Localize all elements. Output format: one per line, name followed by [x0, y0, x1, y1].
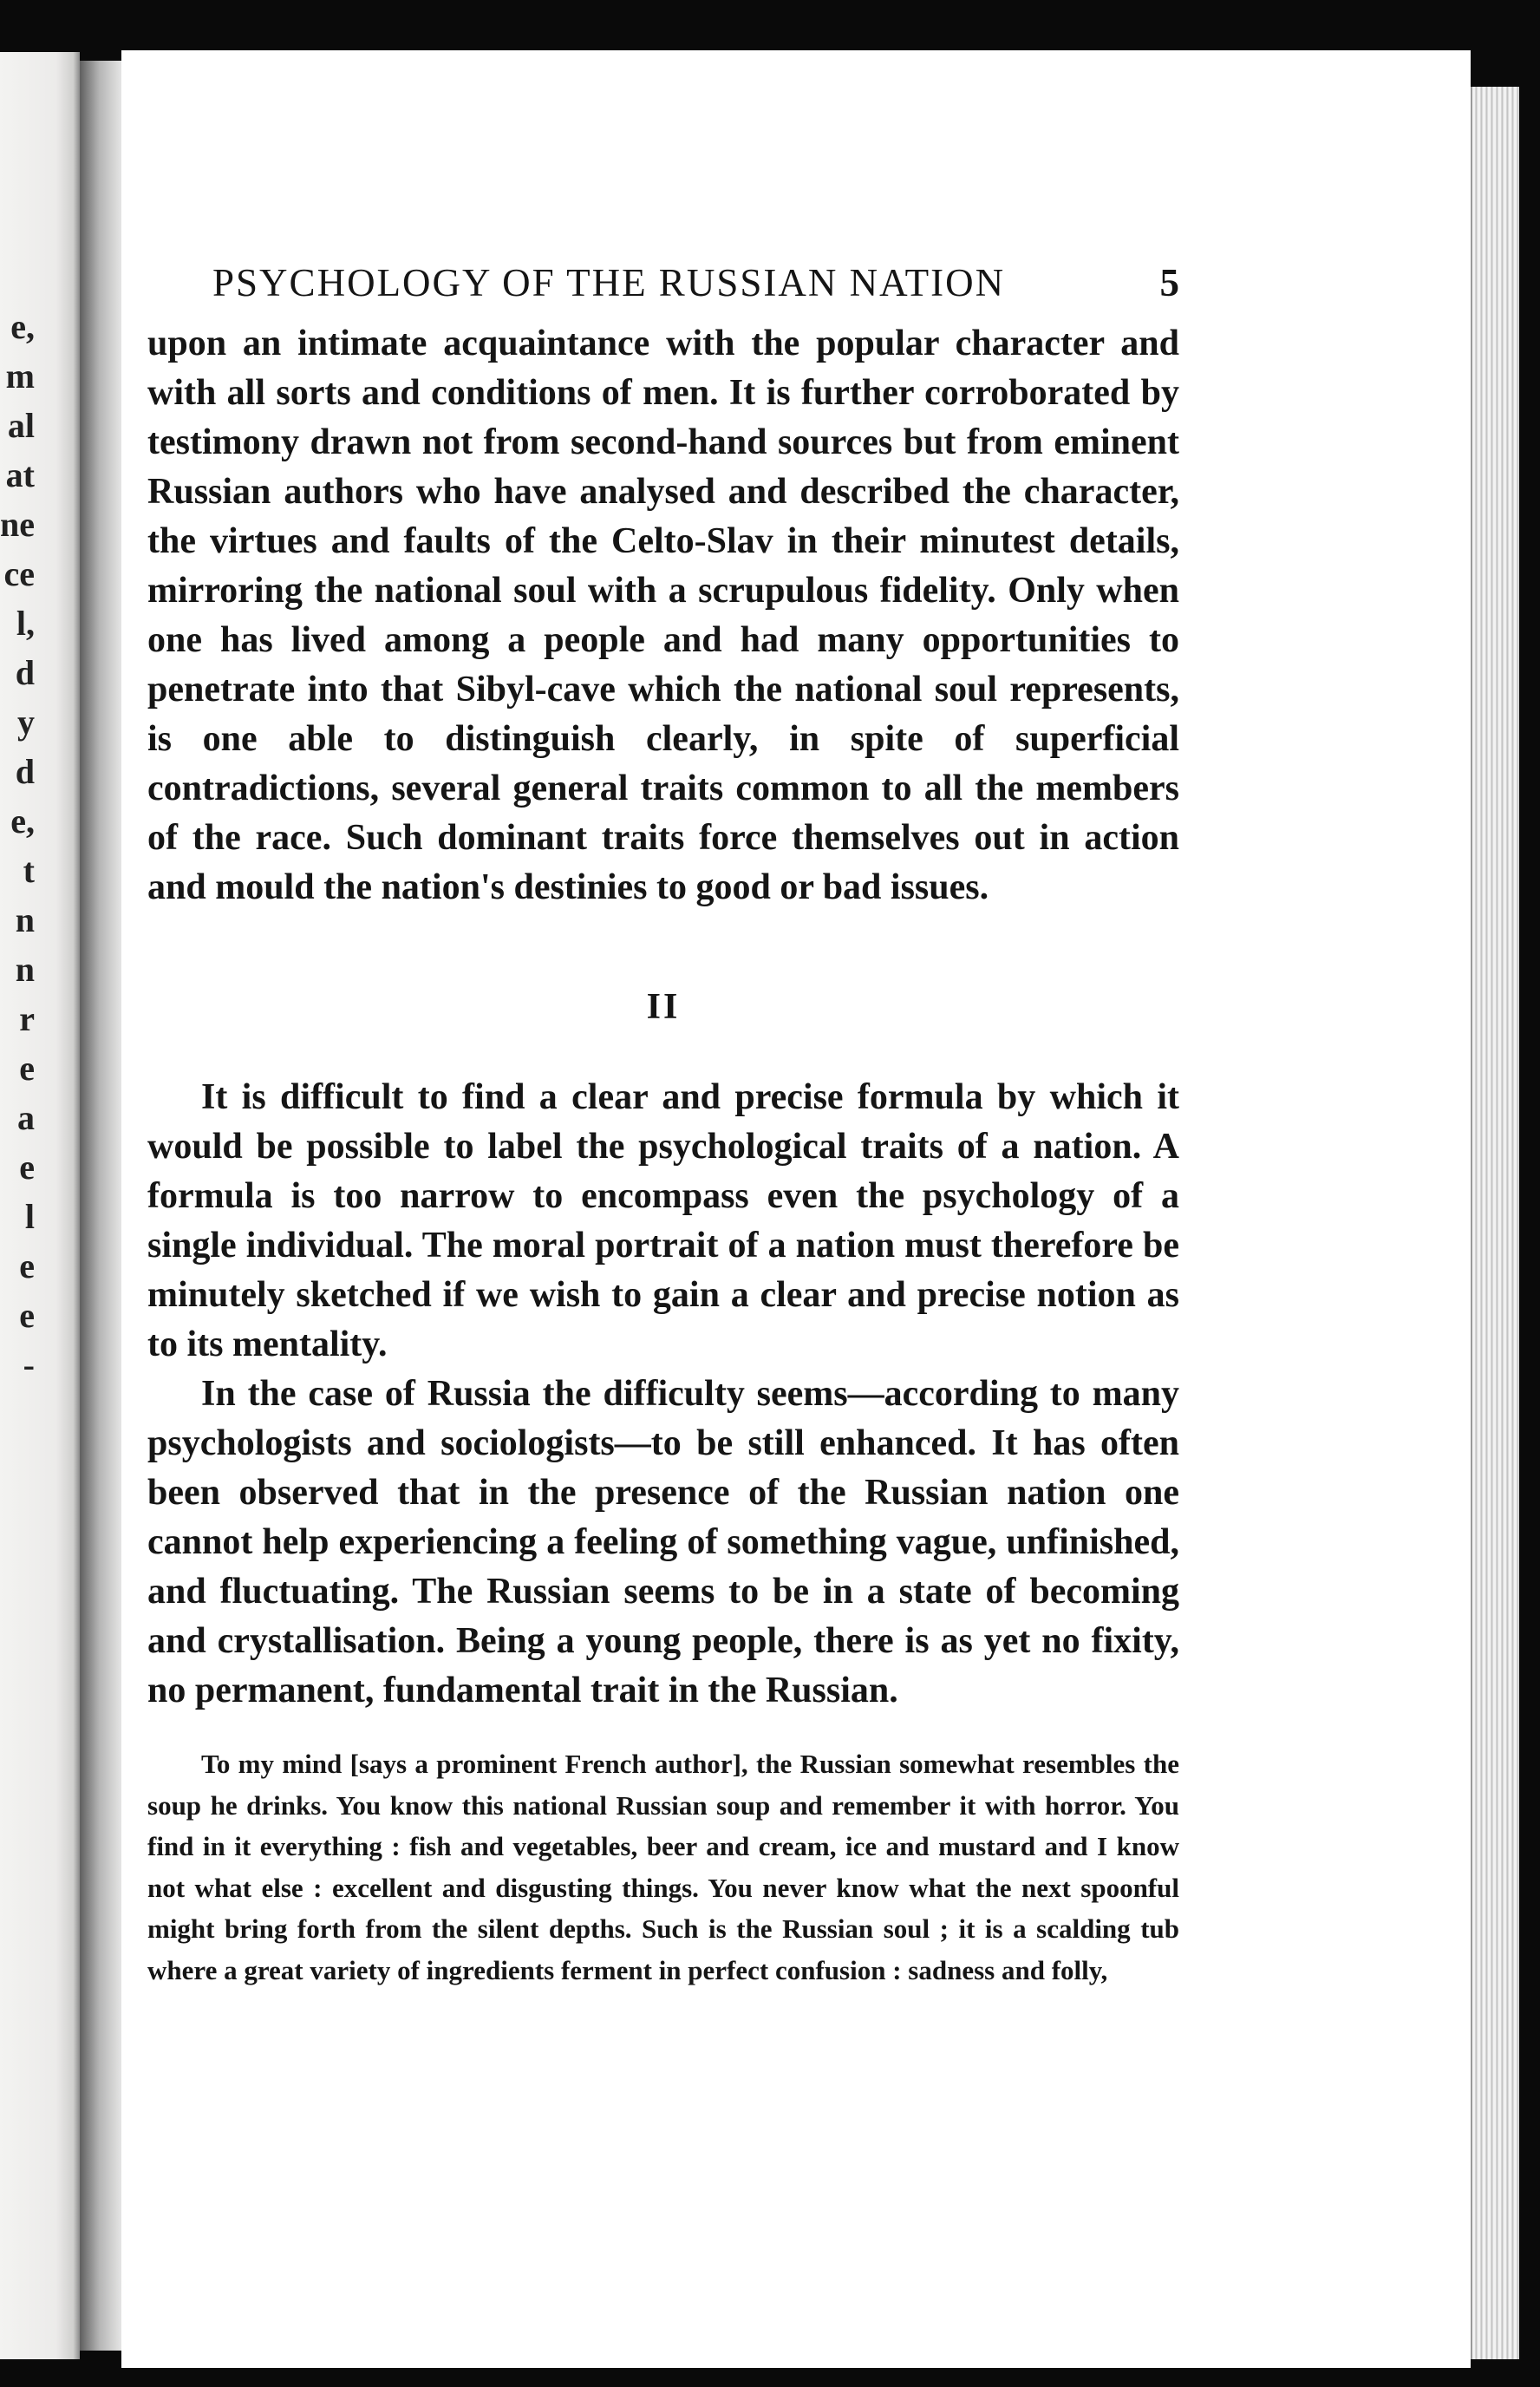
- previous-page-fragment: e: [19, 1049, 35, 1088]
- previous-page-fragment: r: [19, 999, 35, 1038]
- paragraph-3: In the case of Russia the difficulty seems—according to many psychologists and sociologists—to be still enhanced. It has often been observed that in the presence of the Russian nation one cannot help experiencing a feeling of something vague, unfinished, and fluctuating. The Russian seems to be in a state of becoming and crystallisation. Being a young people, there is as yet no fixity, no permanent, fundamental trait in the Russian.: [147, 1374, 1179, 1710]
- page-text: [147, 260, 1179, 1991]
- previous-page-fragment: e,: [10, 307, 35, 346]
- previous-page-fragment: e,: [10, 801, 35, 840]
- paragraph-2: It is difficult to find a clear and precise formula by which it would be possible to label the psychological traits of a nation. A formula is too narrow to encompass even the psychology of a single individual. The moral portrait of a nation must therefore be minutely sketched if we wish to gain a clear and precise notion as to its mentality.: [147, 1077, 1179, 1364]
- previous-page-fragment: ce: [3, 554, 35, 593]
- previous-page-line-ends: [0, 302, 35, 1390]
- paragraph-1: upon an intimate acquaintance with the popular character and with all sorts and conditions of men. It is further corroborated by testimony drawn not from second-hand sources but from eminent Russian authors who have analysed and described the character, the virtues and faults of the Celto-Slav in their minutest details, mirroring the national soul with a scrupulous fidelity. Only when one has lived among a people and had many opportunities to penetrate into that Sibyl-cave which the national soul represents, is one able to distinguish clearly, in spite of superficial contradictions, several general traits common to all the members of the race. Such dominant traits force themselves out in action and mould the nation's destinies to good or bad issues.: [147, 324, 1179, 907]
- previous-page: [0, 52, 80, 2359]
- previous-page-fragment: m: [5, 356, 35, 396]
- page-edges: [1471, 87, 1519, 2359]
- previous-page-fragment: al: [7, 406, 35, 445]
- previous-page-fragment: e: [19, 1246, 35, 1285]
- section-number: II: [646, 987, 681, 1027]
- previous-page-fragment: y: [17, 703, 35, 742]
- previous-page-fragment: -: [23, 1345, 35, 1384]
- book-gutter: [80, 61, 123, 2351]
- previous-page-fragment: n: [15, 900, 35, 939]
- previous-page-fragment: at: [5, 455, 35, 494]
- previous-page-fragment: l: [24, 1197, 35, 1236]
- previous-page-fragment: a: [17, 1098, 35, 1137]
- previous-page-fragment: l,: [16, 604, 35, 643]
- previous-page-fragment: d: [15, 752, 35, 791]
- page-number: 5: [1159, 261, 1179, 304]
- previous-page-fragment: d: [15, 653, 35, 692]
- previous-page-fragment: e: [19, 1148, 35, 1187]
- previous-page-fragment: n: [15, 950, 35, 989]
- previous-page-fragment: ne: [0, 505, 35, 544]
- previous-page-fragment: t: [23, 851, 35, 890]
- running-head: [147, 260, 1179, 304]
- previous-page-fragment: e: [19, 1296, 35, 1335]
- running-title: PSYCHOLOGY OF THE RUSSIAN NATION: [212, 261, 1006, 304]
- block-quote: To my mind [says a prominent French author], the Russian somewhat resembles the soup he drinks. You know this national Russian soup and remember it with horror. You find in it everything : fish and vegetables, beer and cream, ice and mustard and I know not what else : excellent and disgusting things. You never know what the next spoonful might bring forth from the silent depths. Such is the Russian soul ; it is a scalding tub where a great variety of ingredients ferment in perfect confusion : sadness and folly,: [147, 1749, 1179, 1985]
